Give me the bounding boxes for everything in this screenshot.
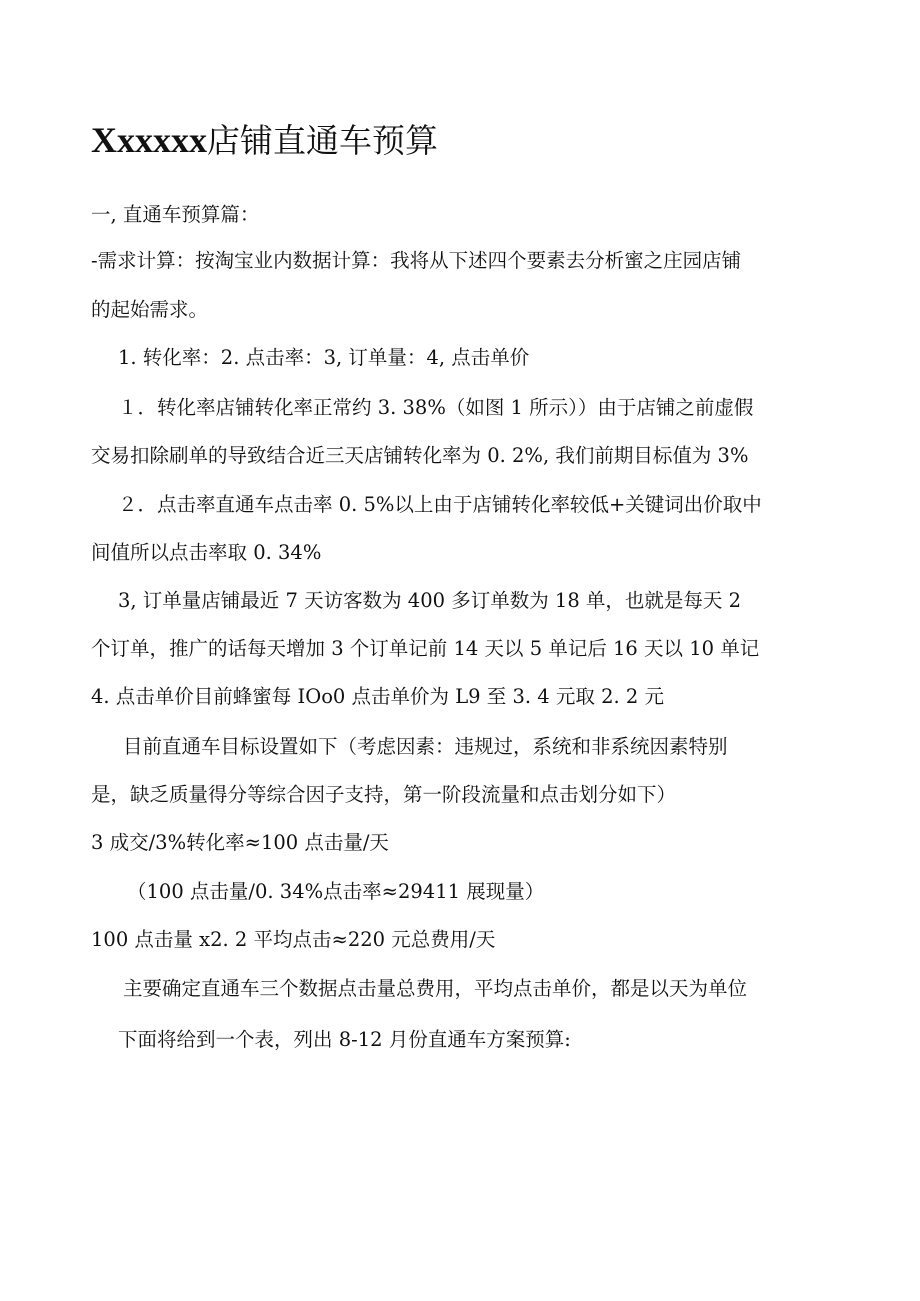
paragraph-line: ２．点击率直通车点击率 0. 5%以上由于店铺转化率较低+关键词出价取中 [118,493,762,516]
paragraph-line: 主要确定直通车三个数据点击量总费用，平均点击单价，都是以天为单位 [123,977,748,1000]
factor-list: 1. 转化率：2. 点击率：3, 订单量：4, 点击单价 [118,346,530,369]
paragraph-line: 是，缺乏质量得分等综合因子支持，第一阶段流量和点击划分如下） [91,783,677,806]
formula-line: 100 点击量 x2. 2 平均点击≈220 元总费用/天 [91,928,496,951]
document-title [91,118,438,163]
paragraph-line: 目前直通车目标设置如下（考虑因素：违规过，系统和非系统因素特别 [123,735,728,758]
paragraph-line: 个订单，推广的话每天增加 3 个订单记前 14 天以 5 单记后 16 天以 10 单记 [91,637,760,660]
paragraph-line: 3, 订单量店铺最近 7 天访客数为 400 多订单数为 18 单，也就是每天 2 [118,589,742,612]
section-heading: 一, 直通车预算篇： [91,203,260,226]
paragraph-line: 下面将给到一个表，列出 8-12 月份直通车方案预算: [118,1028,571,1051]
title-cjk-part: 店铺直通车预算 [207,121,438,160]
title-latin-part: Xxxxxx [91,120,207,160]
paragraph-line: １．转化率店铺转化率正常约 3. 38%（如图 1 所示））由于店铺之前虚假 [118,396,754,419]
paragraph-line: 4. 点击单价目前蜂蜜每 IOo0 点击单价为 L9 至 3. 4 元取 2. 2 元 [91,685,665,708]
paragraph-line: 间值所以点击率取 0. 34% [91,541,322,564]
formula-line: 3 成交/3%转化率≈100 点击量/天 [91,831,389,854]
paragraph-line: 的起始需求。 [91,298,209,321]
paragraph-line: -需求计算：按淘宝业内数据计算：我将从下述四个要素去分析蜜之庄园店铺 [91,249,742,272]
formula-line: （100 点击量/0. 34%点击率≈29411 展现量） [127,880,545,903]
paragraph-line: 交易扣除刷单的导致结合近三天店铺转化率为 0. 2%, 我们前期目标值为 3% [91,444,749,467]
